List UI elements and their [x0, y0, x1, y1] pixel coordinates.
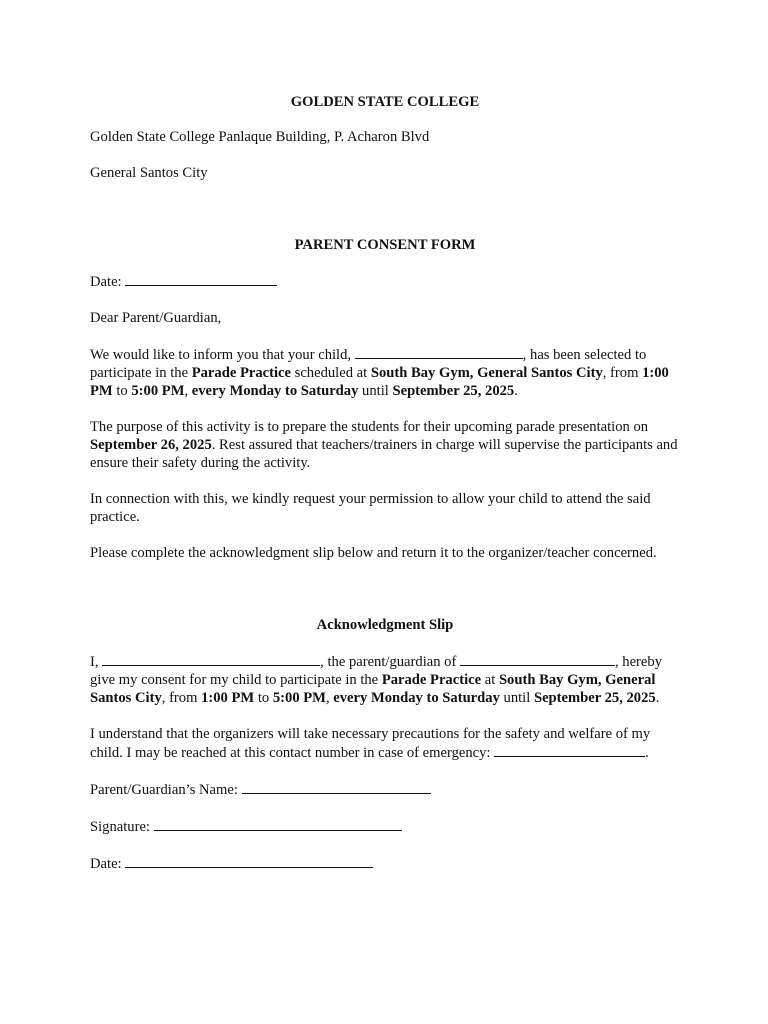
salutation: Dear Parent/Guardian, — [90, 310, 222, 326]
text: . Rest assured that teachers/trainers in charge will supervise the participants and ensure their safety during the activity. — [90, 437, 678, 471]
form-paragraph-2 — [90, 418, 680, 472]
text: , — [325, 690, 330, 706]
text: . — [655, 690, 660, 706]
guardian-name-field[interactable] — [242, 780, 431, 794]
guardian-name-line — [90, 780, 680, 799]
slip-date-line — [90, 854, 680, 873]
child-name-blank[interactable] — [460, 652, 615, 666]
text: to — [257, 690, 270, 706]
activity-name: Parade Practice — [381, 672, 482, 688]
form-paragraph-1 — [90, 345, 680, 400]
signature-field[interactable] — [154, 817, 402, 831]
end-time: 5:00 PM — [131, 383, 185, 399]
child-name-blank[interactable] — [355, 345, 523, 359]
text: , — [184, 383, 189, 399]
slip-date-field[interactable] — [125, 854, 373, 868]
slip-date-label: Date: — [90, 856, 122, 872]
form-paragraph-4: Please complete the acknowledgment slip below and return it to the organizer/teacher concerned. — [90, 545, 657, 561]
text: . — [645, 745, 649, 761]
consent-document — [90, 93, 680, 873]
text: at — [484, 672, 496, 688]
contact-number-blank[interactable] — [494, 743, 645, 757]
signature-label: Signature: — [90, 819, 150, 835]
text: until — [362, 383, 389, 399]
text: , from — [161, 690, 198, 706]
date-blank[interactable] — [125, 272, 277, 286]
text: , has been selected to participate in the — [90, 347, 647, 381]
text: , from — [602, 365, 639, 381]
end-date: September 25, 2025 — [392, 383, 515, 399]
text: The purpose of this activity is to prepare the students for their upcoming parade presentation on — [90, 419, 649, 435]
activity-name: Parade Practice — [191, 365, 291, 381]
end-date: September 25, 2025 — [533, 690, 656, 706]
text: . — [514, 383, 518, 399]
start-time: 1:00 PM — [201, 690, 255, 706]
date-label: Date: — [90, 274, 122, 290]
start-time: 1:00 PM — [90, 365, 669, 399]
slip-paragraph-1 — [90, 652, 680, 707]
schedule-days: every Monday to Saturday — [191, 383, 359, 399]
address-line-2: General Santos City — [90, 165, 208, 181]
slip-paragraph-2 — [90, 725, 680, 762]
form-paragraph-3: In connection with this, we kindly request your permission to allow your child to attend the said practice. — [90, 491, 651, 525]
text: We would like to inform you that your child, — [90, 347, 352, 363]
text: to — [116, 383, 128, 399]
text: until — [503, 690, 531, 706]
text: scheduled at — [294, 365, 368, 381]
school-name: GOLDEN STATE COLLEGE — [290, 94, 480, 110]
text: , the parent/guardian of — [320, 654, 457, 670]
venue: South Bay Gym, General Santos City — [90, 672, 656, 706]
text: , hereby give my consent for my child to participate in the — [90, 654, 662, 688]
guardian-name-label: Parent/Guardian’s Name: — [90, 782, 238, 798]
text: I understand that the organizers will take necessary precautions for the safety and welfare of my child. I may be reached at this contact number in case of emergency: — [90, 726, 651, 761]
signature-line — [90, 817, 680, 836]
venue: South Bay Gym, General Santos City — [370, 365, 603, 381]
guardian-name-blank[interactable] — [102, 652, 320, 666]
end-time: 5:00 PM — [272, 690, 326, 706]
schedule-days: every Monday to Saturday — [333, 690, 500, 706]
date-line — [90, 272, 680, 291]
form-title: PARENT CONSENT FORM — [294, 237, 476, 253]
presentation-date: September 26, 2025 — [90, 437, 212, 453]
text: I, — [90, 654, 99, 670]
slip-title: Acknowledgment Slip — [316, 617, 454, 633]
address-line-1: Golden State College Panlaque Building, P. Acharon Blvd — [90, 129, 430, 145]
